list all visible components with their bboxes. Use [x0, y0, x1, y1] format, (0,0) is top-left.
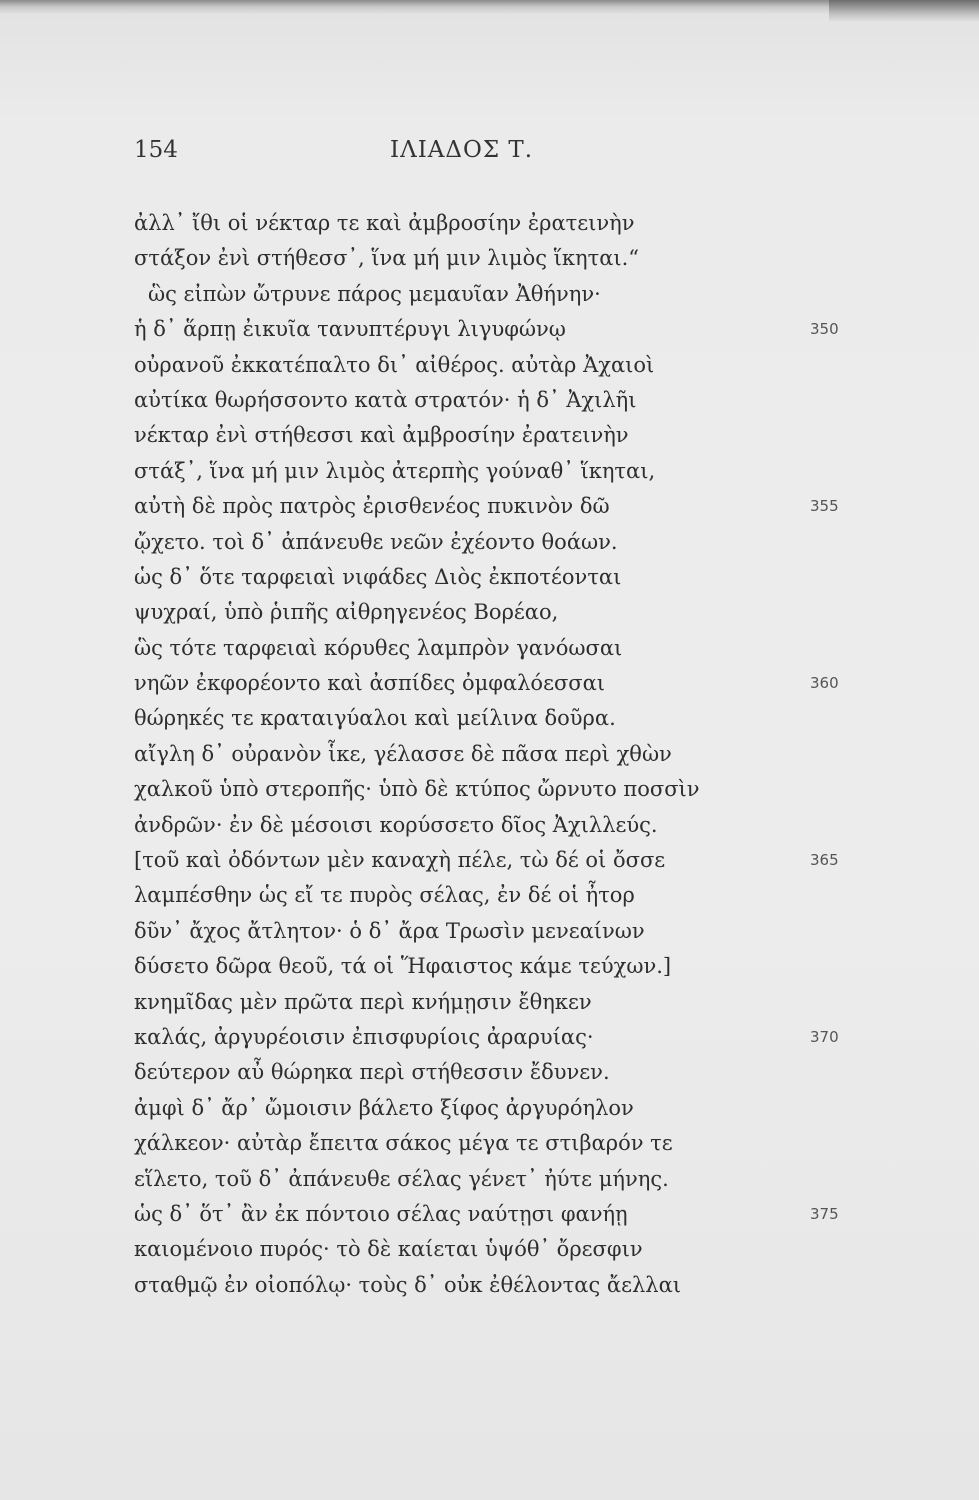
verse-line: [134, 1126, 854, 1161]
verse-text: [τοῦ καὶ ὀδόντων μὲν καναχὴ πέλε, τὼ δέ οἱ ὄσσε: [134, 848, 666, 873]
verse-line: [134, 1162, 854, 1197]
verse-block: [134, 206, 854, 1303]
verse-line: [134, 1020, 854, 1055]
verse-line: [134, 808, 854, 843]
verse-line: [134, 666, 854, 701]
verse-line: [134, 1091, 854, 1126]
verse-text: χάλκεον· αὐτὰρ ἔπειτα σάκος μέγα τε στιβαρόν τε: [134, 1131, 673, 1156]
verse-text: ἀλλ᾽ ἴθι οἱ νέκταρ τε καὶ ἀμβροσίην ἐρατεινὴν: [134, 211, 635, 235]
verse-line: [134, 277, 854, 312]
verse-line: [134, 1268, 854, 1303]
verse-text: ψυχραί, ὑπὸ ῥιπῆς αἰθρηγενέος Βορέαο,: [134, 600, 559, 625]
page-top-edge-shadow: [829, 0, 979, 22]
line-number: 375: [810, 1204, 839, 1223]
verse-line: [134, 525, 854, 560]
verse-text: στάξ᾽, ἵνα μή μιν λιμὸς ἀτερπὴς γούναθ᾽ ἵκηται,: [134, 458, 656, 483]
verse-line: [134, 312, 854, 347]
verse-line: [134, 418, 854, 453]
verse-text: νέκταρ ἐνὶ στήθεσσι καὶ ἀμβροσίην ἐρατεινὴν: [134, 423, 629, 448]
verse-line: [134, 560, 854, 595]
verse-text: εἵλετο, τοῦ δ᾽ ἀπάνευθε σέλας γένετ᾽ ἠύτε μήνης.: [134, 1166, 669, 1191]
verse-text: ὡς δ᾽ ὅτε ταρφειαὶ νιφάδες Διὸς ἐκποτέονται: [134, 564, 622, 589]
verse-text: δεύτερον αὖ θώρηκα περὶ στήθεσσιν ἔδυνεν.: [134, 1060, 610, 1085]
verse-text: δῦν᾽ ἄχος ἄτλητον· ὁ δ᾽ ἄρα Τρωσὶν μενεαίνων: [134, 918, 645, 943]
verse-line: [134, 631, 854, 666]
verse-line: [134, 772, 854, 807]
verse-text: αὐτὴ δὲ πρὸς πατρὸς ἐρισθενέος πυκινὸν δῶ: [134, 494, 610, 519]
verse-text: ἀμφὶ δ᾽ ἄρ᾽ ὤμοισιν βάλετο ξίφος ἀργυρόηλον: [134, 1095, 634, 1120]
verse-line: [134, 843, 854, 878]
verse-text: ᾤχετο. τοὶ δ᾽ ἀπάνευθε νεῶν ἐχέοντο θοάων.: [134, 529, 618, 554]
line-number: 365: [810, 851, 839, 870]
verse-line: [134, 878, 854, 913]
verse-text: αὐτίκα θωρήσσοντο κατὰ στρατόν· ἡ δ᾽ Ἀχιλῆι: [134, 387, 637, 412]
verse-line: [134, 241, 854, 276]
verse-line: [134, 1197, 854, 1232]
verse-line: [134, 737, 854, 772]
verse-text: δύσετο δῶρα θεοῦ, τά οἱ Ἥφαιστος κάμε τεύχων.]: [134, 954, 672, 979]
line-number: 370: [810, 1027, 839, 1046]
verse-line: [134, 701, 854, 736]
line-number: 355: [810, 497, 839, 516]
verse-text: καιομένοιο πυρός· τὸ δὲ καίεται ὑψόθ᾽ ὄρεσφιν: [134, 1237, 643, 1262]
verse-text: σταθμῷ ἐν οἰοπόλῳ· τοὺς δ᾽ οὐκ ἐθέλοντας ἄελλαι: [134, 1272, 682, 1297]
verse-text: οὐρανοῦ ἐκκατέπαλτο δι᾽ αἰθέρος. αὐτὰρ Ἀχαιοὶ: [134, 352, 655, 377]
verse-line: [134, 489, 854, 524]
running-head: [134, 137, 584, 177]
verse-line: [134, 914, 854, 949]
verse-text: ἡ δ᾽ ἅρπῃ ἐικυῖα τανυπτέρυγι λιγυφώνῳ: [134, 317, 566, 342]
verse-line: [134, 1232, 854, 1267]
verse-text: ὣς εἰπὼν ὤτρυνε πάρος μεμαυῖαν Ἀθήνην·: [148, 281, 601, 306]
line-number: 350: [810, 320, 839, 339]
verse-line: [134, 206, 854, 241]
line-number: 360: [810, 674, 839, 693]
verse-line: [134, 454, 854, 489]
verse-text: θώρηκές τε κραταιγύαλοι καὶ μείλινα δοῦρα.: [134, 706, 616, 731]
verse-line: [134, 595, 854, 630]
verse-text: αἴγλη δ᾽ οὐρανὸν ἷκε, γέλασσε δὲ πᾶσα περὶ χθὼν: [134, 741, 672, 766]
verse-text: ὡς δ᾽ ὅτ᾽ ἂν ἐκ πόντοιο σέλας ναύτῃσι φανήῃ: [134, 1201, 628, 1226]
verse-text: νηῶν ἐκφορέοντο καὶ ἀσπίδες ὀμφαλόεσσαι: [134, 671, 606, 696]
page-number: 154: [134, 137, 178, 163]
verse-text: κνημῖδας μὲν πρῶτα περὶ κνήμῃσιν ἔθηκεν: [134, 989, 592, 1014]
verse-line: [134, 348, 854, 383]
verse-line: [134, 383, 854, 418]
verse-text: ὣς τότε ταρφειαὶ κόρυθες λαμπρὸν γανόωσαι: [134, 635, 623, 660]
verse-line: [134, 985, 854, 1020]
verse-line: [134, 949, 854, 984]
verse-text: στάξον ἐνὶ στήθεσσ᾽, ἵνα μή μιν λιμὸς ἵκηται.“: [134, 246, 640, 271]
verse-text: καλάς, ἀργυρέοισιν ἐπισφυρίοις ἀραρυίας·: [134, 1024, 594, 1049]
verse-line: [134, 1055, 854, 1090]
verse-text: χαλκοῦ ὑπὸ στεροπῆς· ὑπὸ δὲ κτύπος ὤρνυτο ποσσὶν: [134, 777, 700, 802]
book-title: ΙΛΙΑΔΟΣ Τ.: [390, 137, 534, 163]
verse-text: λαμπέσθην ὡς εἴ τε πυρὸς σέλας, ἐν δέ οἱ ἦτορ: [134, 883, 635, 908]
verse-text: ἀνδρῶν· ἐν δὲ μέσοισι κορύσσετο δῖος Ἀχιλλεύς.: [134, 812, 658, 837]
